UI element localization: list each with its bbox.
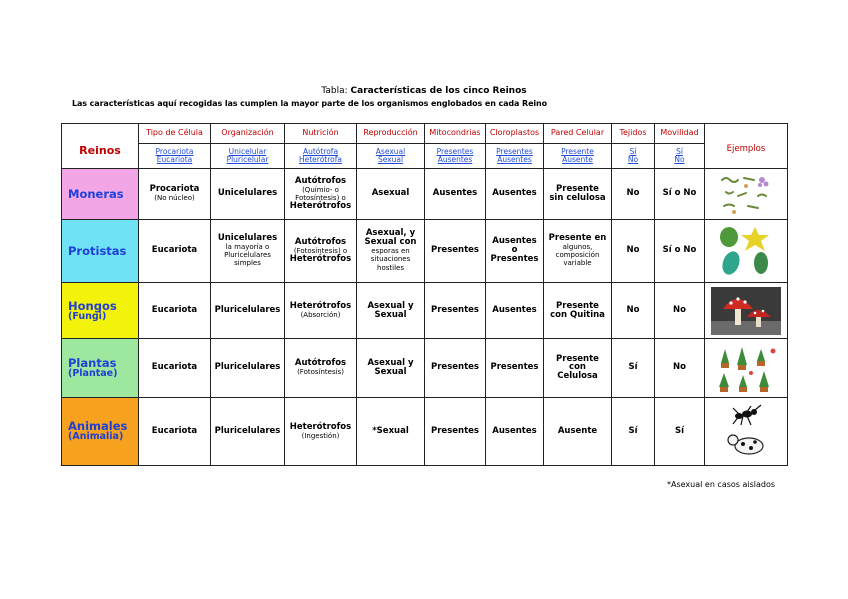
cell-line: Presentes — [490, 254, 539, 265]
table-row — [62, 339, 788, 397]
cell-line: Pluricelulares — [224, 250, 271, 259]
header-option: No — [674, 155, 685, 165]
mushroom-icon — [711, 287, 781, 335]
header-options-cell — [285, 144, 357, 169]
header-option: No — [627, 155, 639, 165]
cell-line: con — [569, 362, 586, 373]
cell-line: Sí — [628, 362, 638, 373]
cell-line: situaciones — [370, 255, 411, 264]
cell-line: Autótrofos — [294, 175, 347, 186]
title-main: Características de los cinco Reinos — [350, 86, 527, 96]
kingdom-name: Hongos — [68, 298, 117, 313]
kingdom-cell — [62, 169, 139, 219]
table-cell — [285, 169, 357, 219]
header-option: Presentes — [496, 146, 533, 156]
table-cell — [211, 282, 285, 338]
cell-line: Presente — [556, 300, 599, 311]
cell-line: Pluricelulares — [214, 305, 281, 316]
header-options-cell — [357, 144, 425, 169]
cell-line: sin celulosa — [549, 192, 606, 203]
cell-line: Presente — [556, 353, 599, 364]
kingdom-name: Protistas — [68, 243, 127, 258]
table-cell — [425, 282, 486, 338]
table-cell — [357, 339, 425, 397]
animals-icon — [721, 404, 771, 458]
table-cell — [486, 219, 544, 282]
cell-line: Sí o No — [662, 245, 697, 256]
table-cell — [486, 339, 544, 397]
header-option: Asexual — [375, 146, 406, 156]
cell-line: Ausentes — [492, 188, 537, 199]
cell-line: Procariota — [149, 184, 200, 195]
header-option: Pluricelular — [226, 155, 269, 165]
cell-line: la mayoría o — [225, 242, 270, 251]
table-cell — [425, 339, 486, 397]
cell-line: esporas en — [371, 247, 410, 256]
table-row — [62, 397, 788, 465]
kingdom-latin-name: (Plantae) — [68, 367, 118, 379]
header-col-label: Organización — [211, 124, 285, 144]
header-col-label: Reproducción — [357, 124, 425, 144]
example-cell — [705, 397, 788, 465]
cell-line: variable — [563, 259, 592, 268]
cell-line: Presente en — [548, 232, 607, 243]
reinos-header — [62, 124, 139, 169]
table-cell — [655, 339, 705, 397]
header-row-options — [62, 144, 788, 169]
table-cell — [655, 282, 705, 338]
table-cell — [544, 219, 612, 282]
table-cell — [211, 397, 285, 465]
cell-line: No — [673, 305, 686, 316]
header-row-labels — [62, 124, 788, 144]
cell-line: Eucariota — [151, 305, 198, 316]
cell-line: Presente — [556, 183, 599, 194]
table-cell — [285, 282, 357, 338]
example-cell — [705, 219, 788, 282]
cell-line: Sexual — [374, 366, 407, 377]
header-option: Sexual — [377, 155, 404, 165]
title-prefix: Tabla: — [321, 86, 348, 96]
header-option: Heterótrofa — [298, 155, 342, 165]
header-options-cell — [425, 144, 486, 169]
example-cell — [705, 169, 788, 219]
cell-line: (Fotosíntesis) — [297, 368, 344, 377]
cell-line: hostiles — [377, 263, 404, 272]
cell-line: Unicelulares — [217, 232, 278, 243]
cell-line: Fotosíntesis) o — [295, 193, 346, 202]
example-cell — [705, 339, 788, 397]
table-cell — [139, 282, 211, 338]
cell-line: Sí — [628, 425, 638, 436]
cell-line: Eucariota — [151, 362, 198, 373]
cell-line: Presentes — [431, 362, 479, 373]
cell-line: No — [626, 188, 640, 199]
table-cell — [425, 219, 486, 282]
table-cell — [357, 169, 425, 219]
reinos-header-label: Reinos — [79, 144, 121, 158]
header-option: Sí — [629, 146, 637, 156]
cell-line: algunos, — [562, 242, 593, 251]
table-cell — [139, 169, 211, 219]
bacteria-icon — [718, 172, 774, 216]
kingdom-latin-name: (Animalia) — [68, 431, 124, 443]
kingdom-cell — [62, 282, 139, 338]
cell-line: No — [626, 245, 640, 256]
cell-line: Asexual, y — [365, 228, 416, 239]
table-cell — [612, 397, 655, 465]
header-options-cell — [211, 144, 285, 169]
header-col-label: Movilidad — [655, 124, 705, 144]
table-cell — [357, 219, 425, 282]
cell-line: Pluricelulares — [214, 362, 281, 373]
table-row — [62, 219, 788, 282]
table-cell — [655, 219, 705, 282]
header-option: Presente — [561, 146, 594, 156]
cell-line: Ausente — [557, 425, 598, 436]
cell-line: No — [626, 305, 640, 316]
ejemplos-header — [705, 124, 788, 169]
cell-line: Eucariota — [151, 245, 198, 256]
cell-line: Presentes — [431, 245, 479, 256]
cell-line: Asexual — [371, 188, 410, 199]
cell-line: Pluricelulares — [214, 425, 281, 436]
header-option: Ausentes — [437, 155, 473, 165]
kingdom-name: Moneras — [68, 186, 124, 201]
table-cell — [357, 282, 425, 338]
cell-line: Presentes — [490, 362, 539, 373]
cell-line: Sí — [674, 425, 685, 436]
table-cell — [285, 219, 357, 282]
table-cell — [544, 169, 612, 219]
table-cell — [544, 339, 612, 397]
header-option: Presentes — [436, 146, 474, 156]
header-option: Procariota — [155, 146, 194, 156]
cell-line: (Fotosíntesis) o — [293, 246, 348, 255]
header-options-cell — [612, 144, 655, 169]
table-cell — [486, 282, 544, 338]
cell-line: simples — [234, 259, 261, 268]
cell-line: Heterótrofos — [289, 300, 352, 311]
table-title — [0, 86, 848, 96]
header-col-label: Mitocondrias — [425, 124, 486, 144]
table-cell — [655, 397, 705, 465]
cell-line: Unicelulares — [217, 188, 278, 199]
table-cell — [425, 397, 486, 465]
table-cell — [211, 219, 285, 282]
protist-icon — [715, 225, 777, 277]
plants-icon — [713, 343, 779, 393]
table-subtitle: Las características aquí recogidas las cumplen la mayor parte de los organismos englobados en cada Reino — [72, 99, 548, 108]
kingdom-cell — [62, 397, 139, 465]
cell-line: Asexual y — [367, 300, 414, 311]
cell-line: Autótrofos — [294, 236, 347, 247]
table-cell — [612, 339, 655, 397]
header-options-cell — [655, 144, 705, 169]
ejemplos-header-label: Ejemplos — [726, 143, 766, 154]
table-cell — [211, 339, 285, 397]
header-col-label: Cloroplastos — [486, 124, 544, 144]
cell-line: (Químio- o — [302, 185, 339, 194]
cell-line: Ausentes — [432, 188, 478, 199]
table-cell — [612, 169, 655, 219]
kingdoms-table — [61, 123, 788, 466]
cell-line: No — [673, 362, 686, 373]
header-col-label: Pared Celular — [544, 124, 612, 144]
table-cell — [655, 169, 705, 219]
table-cell — [211, 169, 285, 219]
cell-line: composición — [555, 250, 600, 259]
header-option: Ausentes — [497, 155, 532, 165]
cell-line: Heterótrofos — [289, 201, 352, 212]
cell-line: con Quitina — [550, 309, 605, 320]
table-row — [62, 282, 788, 338]
cell-line: Sexual con — [364, 237, 417, 248]
table-cell — [357, 397, 425, 465]
cell-line: Ausentes — [492, 425, 537, 436]
table-cell — [612, 219, 655, 282]
table-cell — [139, 219, 211, 282]
header-option: Eucariota — [156, 155, 193, 165]
cell-line: Sexual — [374, 309, 407, 320]
header-col-label: Tejidos — [612, 124, 655, 144]
footnote: *Asexual en casos aislados — [667, 480, 776, 489]
header-options-cell — [544, 144, 612, 169]
header-options-cell — [139, 144, 211, 169]
table-cell — [285, 397, 357, 465]
cell-line: Asexual y — [367, 357, 414, 368]
cell-line: Presentes — [431, 425, 479, 436]
table-cell — [139, 397, 211, 465]
table-cell — [486, 397, 544, 465]
cell-line: *Sexual — [372, 425, 409, 436]
cell-line: Ausentes — [492, 305, 537, 316]
cell-line: Autótrofos — [294, 358, 347, 369]
table-cell — [425, 169, 486, 219]
table-cell — [544, 397, 612, 465]
example-cell — [705, 282, 788, 338]
header-options-cell — [486, 144, 544, 169]
header-col-label: Nutrición — [285, 124, 357, 144]
cell-line: Heterótrofos — [289, 421, 352, 432]
header-option: Autótrofa — [302, 146, 339, 156]
table-cell — [285, 339, 357, 397]
table-cell — [139, 339, 211, 397]
kingdom-name: Plantas — [68, 355, 117, 370]
kingdom-name: Animales — [68, 419, 128, 434]
header-option: Unicelular — [228, 146, 267, 156]
cell-line: (No núcleo) — [154, 194, 195, 203]
header-option: Sí — [676, 146, 683, 156]
kingdom-latin-name: (Fungi) — [68, 310, 107, 322]
kingdom-cell — [62, 219, 139, 282]
cell-line: Presentes — [431, 305, 479, 316]
table-cell — [612, 282, 655, 338]
header-option: Ausente — [562, 155, 593, 165]
cell-line: o — [511, 245, 518, 256]
cell-line: (Ingestión) — [301, 431, 340, 440]
kingdom-cell — [62, 339, 139, 397]
cell-line: Eucariota — [151, 425, 198, 436]
table-cell — [486, 169, 544, 219]
cell-line: (Absorción) — [300, 310, 341, 319]
header-col-label: Tipo de Célula — [139, 124, 211, 144]
table-cell — [544, 282, 612, 338]
cell-line: Heterótrofos — [289, 253, 352, 264]
cell-line: Ausentes — [492, 236, 537, 247]
table-row — [62, 169, 788, 219]
cell-line: Celulosa — [557, 371, 598, 382]
cell-line: Sí o No — [662, 188, 697, 199]
